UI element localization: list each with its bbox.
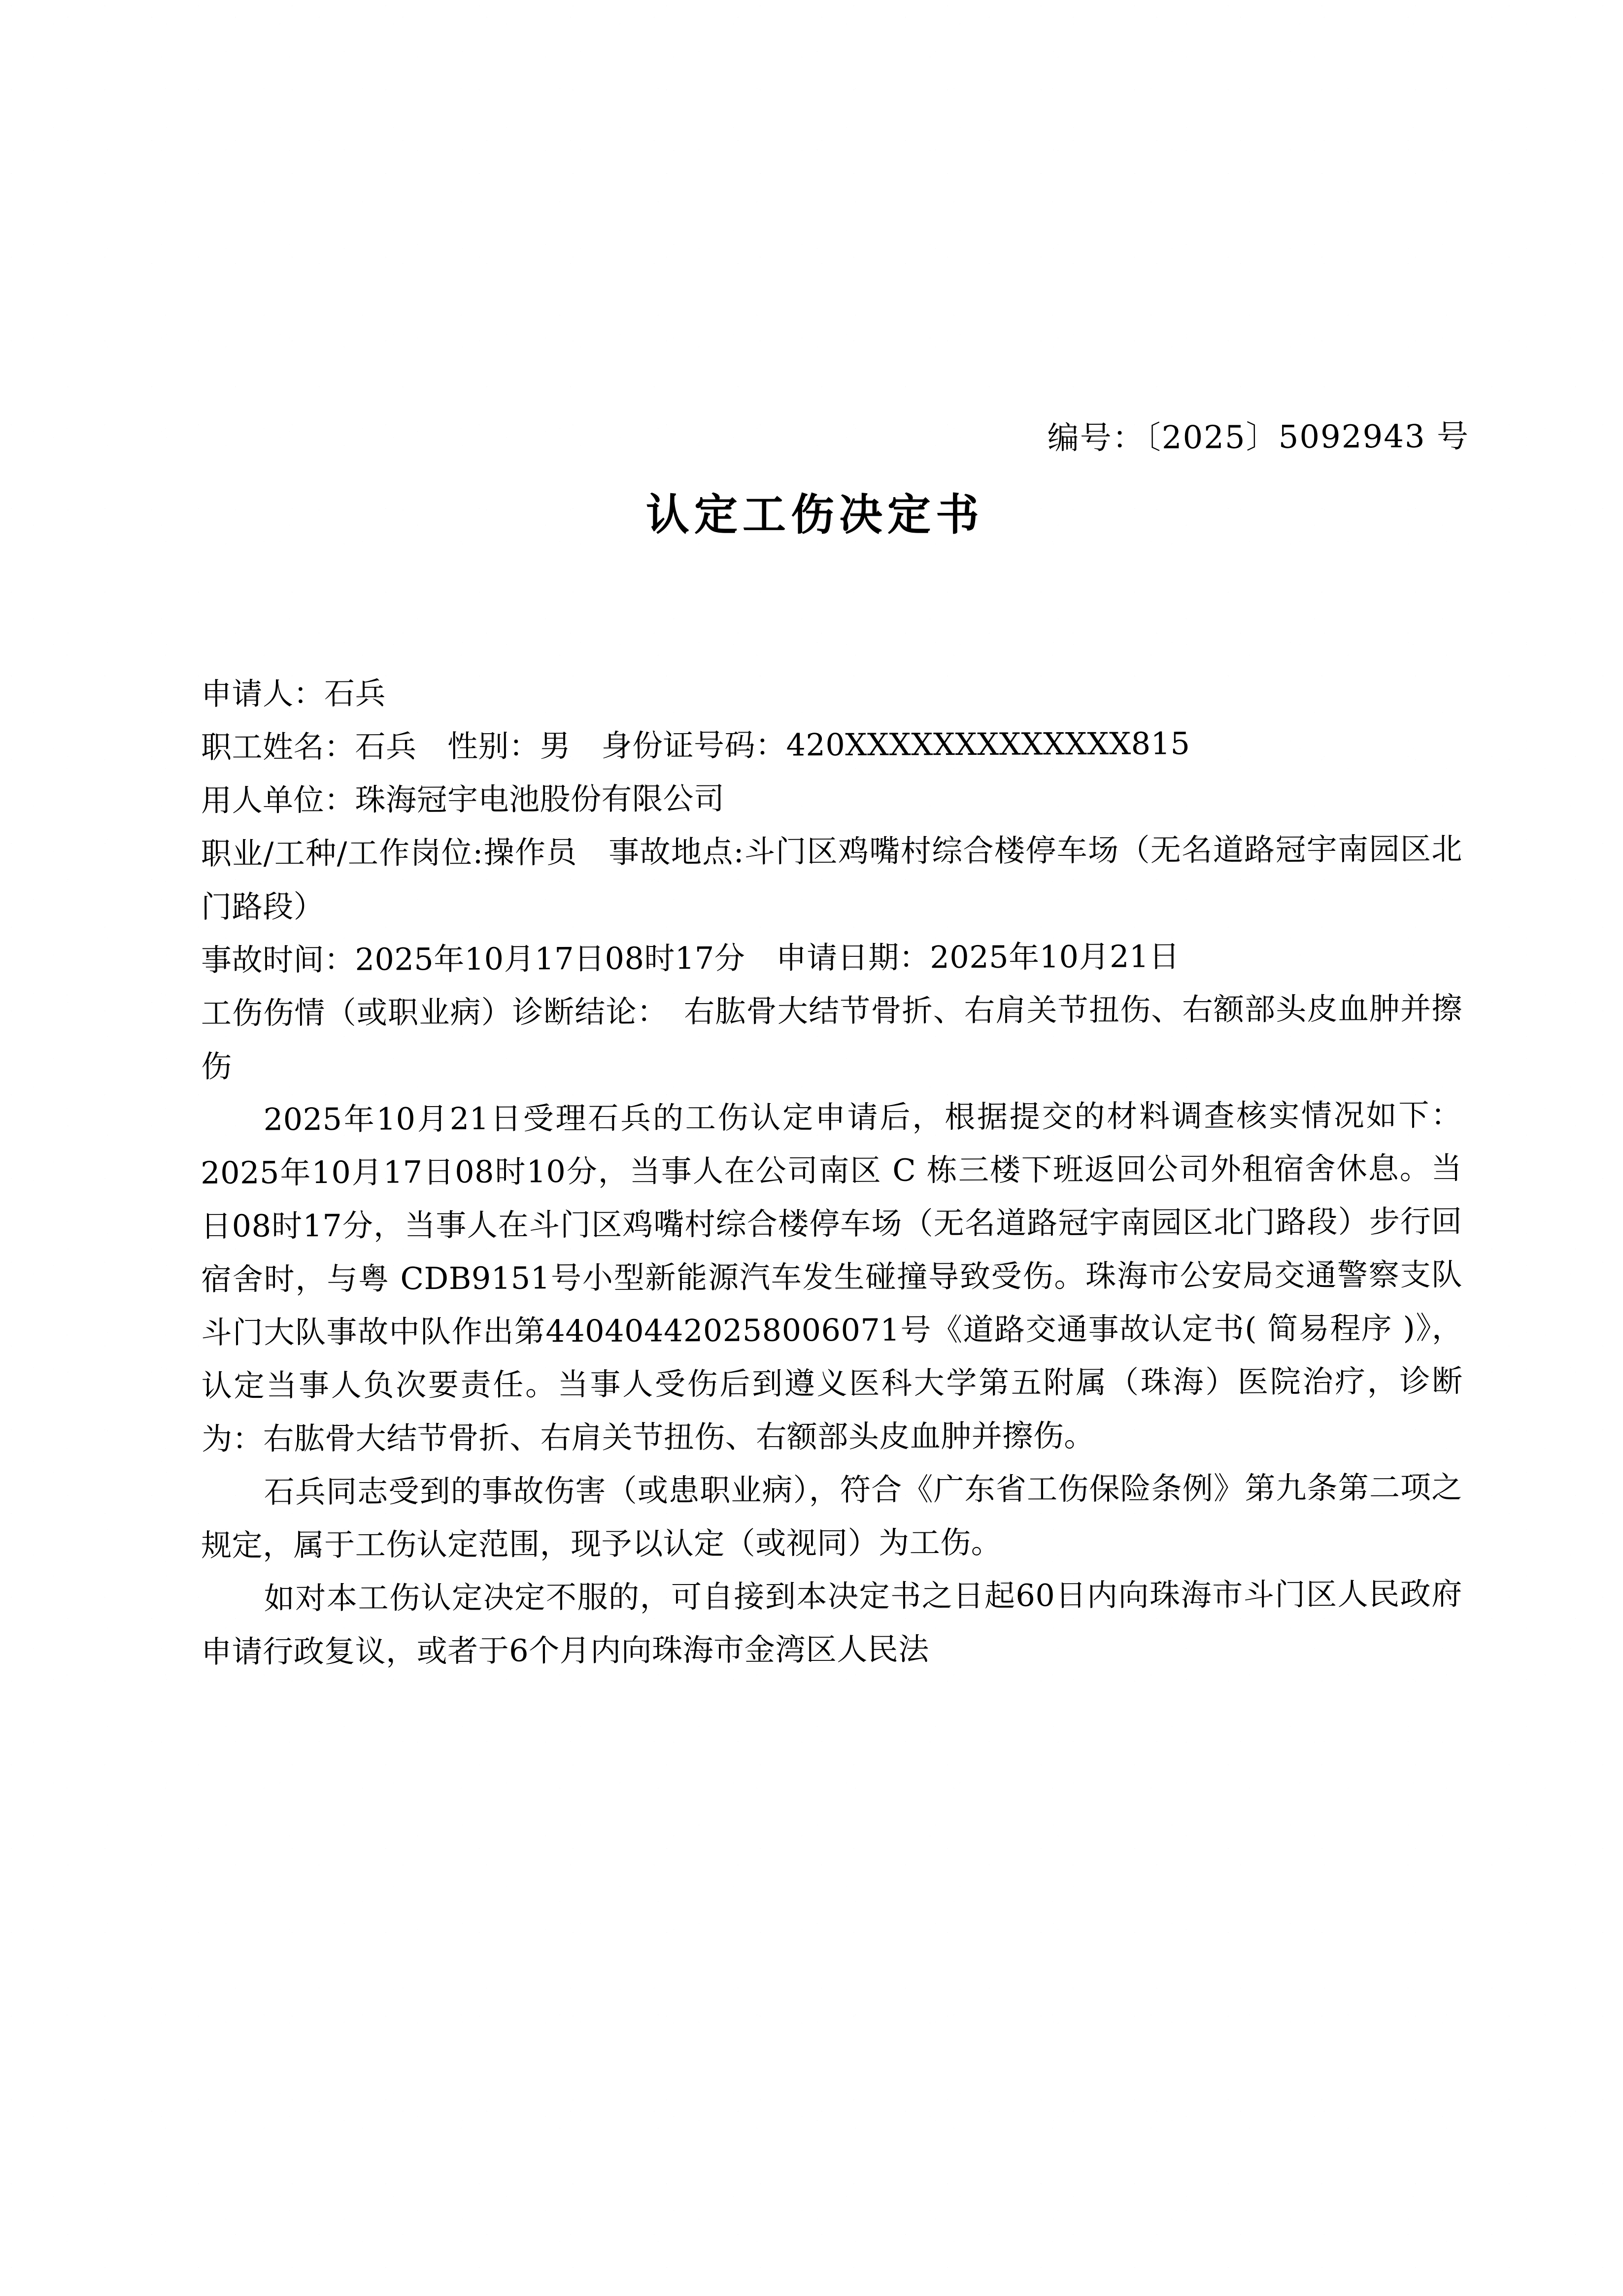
paragraph-appeal: 如对本工伤认定决定不服的，可自接到本决定书之日起60日内向珠海市斗门区人民政府申请行政复议，或者于6个月内向珠海市金湾区人民法 [201, 1576, 1462, 1670]
field-accident-and-application-time: 事故时间：2025年10月17日08时17分 申请日期：2025年10月21日 [201, 938, 1180, 978]
field-injury-diagnosis: 工伤伤情（或职业病）诊断结论： 右肱骨大结节骨折、右肩关节扭伤、右额部头皮血肿并擦伤 [201, 990, 1462, 1084]
page-title: 认定工伤决定书 [645, 489, 984, 540]
field-employer: 用人单位：珠海冠宇电池股份有限公司 [201, 780, 725, 818]
field-applicant: 申请人：石兵 [201, 675, 386, 712]
field-occupation-and-accident-place: 职业/工种/工作岗位:操作员 事故地点:斗门区鸡嘴村综合楼停车场（无名道路冠宇南园区北门路段） [201, 831, 1462, 925]
paragraph-determination: 石兵同志受到的事故伤害（或患职业病），符合《广东省工伤保险条例》第九条第二项之规定，属于工伤认定范围，现予以认定（或视同）为工伤。 [201, 1469, 1462, 1563]
document-body [201, 668, 1462, 1679]
document-number: 编号：〔2025〕5092943 号 [1047, 418, 1470, 457]
field-worker-info: 职工姓名：石兵 性别：男 身份证号码：420XXXXXXXXXXXXX815 [201, 725, 1190, 765]
paragraph-investigation: 2025年10月21日受理石兵的工伤认定申请后，根据提交的材料调查核实情况如下：2025年10月17日08时10分，当事人在公司南区 C 栋三楼下班返回公司外租宿舍休息。当日08时17分，当事人在斗门区鸡嘴村综合楼停车场（无名道路冠宇南园区北门路段）步行回宿舍时，与粤 CDB9151号小型新能源汽车发生碰撞导致受伤。珠海市公安局交通警察支队斗门大队事故中队作出第440404420258006071号《道路交通事故认定书( 简易程序 )》，认定当事人负次要责任。当事人受伤后到遵义医科大学第五附属（珠海）医院治疗，诊断为：右肱骨大结节骨折、右肩关节扭伤、右额部头皮血肿并擦伤。 [201, 1097, 1463, 1457]
